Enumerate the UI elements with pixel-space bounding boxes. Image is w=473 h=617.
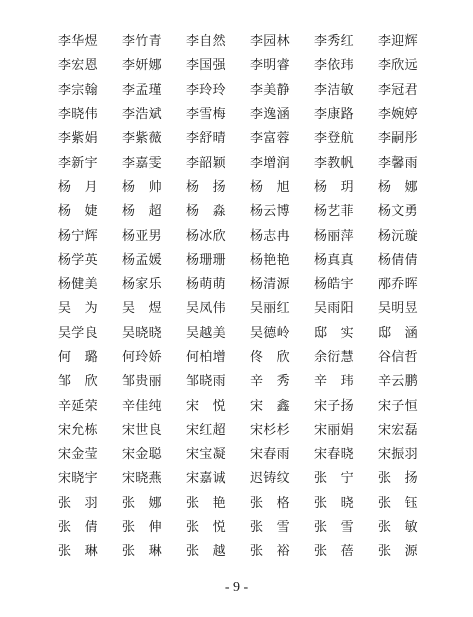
name-entry: 张 伸	[122, 520, 162, 536]
name-entry: 张 琳	[58, 544, 98, 560]
name-entry: 辛延荣	[58, 398, 98, 414]
name-entry: 杨珊珊	[186, 252, 226, 268]
name-entry: 辛佳纯	[122, 398, 162, 414]
name-entry: 李园林	[250, 34, 290, 50]
name-entry: 李欣远	[378, 58, 418, 74]
name-entry: 宋世良	[122, 422, 162, 438]
name-entry: 李晓伟	[58, 107, 98, 123]
name-entry: 谷信哲	[378, 350, 418, 365]
name-entry: 杨文勇	[378, 204, 418, 220]
name-entry: 张 悦	[186, 520, 226, 536]
name-entry: 杨 超	[122, 204, 162, 220]
name-entry: 吴 煜	[122, 301, 162, 317]
name-entry: 杨宁辉	[58, 228, 98, 244]
name-entry: 宋春晓	[314, 447, 354, 463]
name-entry: 辛 秀	[250, 374, 290, 390]
name-entry: 宋春雨	[250, 447, 290, 463]
name-entry: 宋晓宇	[58, 471, 98, 487]
name-entry: 吴明昱	[378, 301, 418, 317]
name-entry: 宋杉杉	[250, 422, 290, 438]
name-entry: 张 敏	[378, 520, 418, 536]
name-entry: 宋允栋	[58, 422, 98, 438]
name-entry: 李康路	[314, 107, 354, 123]
name-entry: 李登航	[314, 131, 354, 147]
name-entry: 邸 实	[314, 325, 354, 341]
name-entry: 张 源	[378, 544, 418, 560]
name-entry: 杨 婕	[58, 204, 98, 220]
name-entry: 佟 欣	[250, 350, 290, 365]
name-entry: 李富蓉	[250, 131, 290, 147]
name-entry: 张 娜	[122, 495, 162, 511]
name-entry: 李宗翰	[58, 82, 98, 98]
name-entry: 邹贵丽	[122, 374, 162, 390]
name-entry: 李洁敏	[314, 82, 354, 98]
name-entry: 何玲娇	[122, 350, 162, 365]
name-entry: 张 晓	[314, 495, 354, 511]
name-entry: 宋振羽	[378, 447, 418, 463]
name-entry: 杨家乐	[122, 277, 162, 293]
name-entry: 李馨雨	[378, 155, 418, 171]
name-entry: 李紫薇	[122, 131, 162, 147]
name-entry: 张 雪	[314, 520, 354, 536]
name-entry: 李新宇	[58, 155, 98, 171]
name-entry: 邴乔晖	[378, 277, 418, 293]
name-entry: 张 扬	[378, 471, 418, 487]
name-entry: 李竹青	[122, 34, 162, 50]
name-entry: 杨 帅	[122, 179, 162, 195]
name-entry: 李韶颖	[186, 155, 226, 171]
name-entry: 李孟瑾	[122, 82, 162, 98]
page-number: - 9 -	[224, 580, 249, 595]
name-entry: 吴丽红	[250, 301, 290, 317]
name-entry: 李增润	[250, 155, 290, 171]
name-entry: 李冠君	[378, 82, 418, 98]
name-entry: 吴晓晓	[122, 325, 162, 341]
name-entry: 李逸涵	[250, 107, 290, 123]
name-entry: 杨孟媛	[122, 252, 162, 268]
name-entry: 宋子扬	[314, 398, 354, 414]
name-entry: 杨倩倩	[378, 252, 418, 268]
name-entry: 何柏增	[186, 350, 226, 365]
name-entry: 李自然	[186, 34, 226, 50]
name-entry: 李妍娜	[122, 58, 162, 74]
name-entry: 杨萌萌	[186, 277, 226, 293]
name-entry: 宋丽娟	[314, 422, 354, 438]
name-entry: 宋宏磊	[378, 422, 418, 438]
name-entry: 李明睿	[250, 58, 290, 74]
name-entry: 张 羽	[58, 495, 98, 511]
name-entry: 宋 悦	[186, 398, 226, 414]
name-entry: 张 越	[186, 544, 226, 560]
name-entry: 李国强	[186, 58, 226, 74]
name-entry: 杨清源	[250, 277, 290, 293]
name-entry: 吴雨阳	[314, 301, 354, 317]
name-entry: 杨 月	[58, 179, 98, 195]
name-entry: 李浩斌	[122, 107, 162, 123]
name-entry: 杨 娜	[378, 179, 418, 195]
name-entry: 杨皓宇	[314, 277, 354, 293]
name-entry: 李雪梅	[186, 107, 226, 123]
name-entry: 余衍慧	[314, 350, 354, 365]
name-entry: 杨 玥	[314, 179, 354, 195]
name-entry: 张 琳	[122, 544, 162, 560]
name-entry: 张 蓓	[314, 544, 354, 560]
name-entry: 宋金莹	[58, 447, 98, 463]
name-entry: 张 倩	[58, 520, 98, 536]
name-entry: 杨沅璇	[378, 228, 418, 244]
name-entry: 宋宝凝	[186, 447, 226, 463]
name-entry: 李玲玲	[186, 82, 226, 98]
name-entry: 迟铸纹	[250, 471, 290, 487]
name-entry: 吴学良	[58, 325, 98, 341]
name-entry: 宋子恒	[378, 398, 418, 414]
name-entry: 杨丽萍	[314, 228, 354, 244]
name-entry: 杨云博	[250, 204, 290, 220]
name-entry: 宋金聪	[122, 447, 162, 463]
name-entry: 杨健美	[58, 277, 98, 293]
name-entry: 吴凤伟	[186, 301, 226, 317]
name-entry: 李舒晴	[186, 131, 226, 147]
name-entry: 杨冰欣	[186, 228, 226, 244]
name-entry: 宋 鑫	[250, 398, 290, 414]
name-list	[58, 30, 442, 565]
name-entry: 李迎辉	[378, 34, 418, 50]
name-entry: 张 格	[250, 495, 290, 511]
name-entry: 李嘉雯	[122, 155, 162, 171]
name-entry: 吴越美	[186, 325, 226, 341]
name-entry: 张 钰	[378, 495, 418, 511]
name-entry: 何 璐	[58, 350, 98, 365]
name-entry: 杨亚男	[122, 228, 162, 244]
name-entry: 吴 为	[58, 301, 98, 317]
name-entry: 李紫娟	[58, 131, 98, 147]
name-entry: 杨 扬	[186, 179, 226, 195]
name-entry: 张 裕	[250, 544, 290, 560]
name-entry: 李美静	[250, 82, 290, 98]
name-entry: 杨志冉	[250, 228, 290, 244]
name-entry: 张 艳	[186, 495, 226, 511]
name-entry: 杨学英	[58, 252, 98, 268]
name-entry: 李华煜	[58, 34, 98, 50]
name-entry: 李宏恩	[58, 58, 98, 74]
name-entry: 邸 涵	[378, 325, 418, 341]
name-entry: 张 宁	[314, 471, 354, 487]
name-entry: 张 雪	[250, 520, 290, 536]
name-entry: 李嗣彤	[378, 131, 418, 147]
name-entry: 邹 欣	[58, 374, 98, 390]
name-entry: 宋嘉诚	[186, 471, 226, 487]
name-entry: 杨 淼	[186, 204, 226, 220]
name-entry: 李依玮	[314, 58, 354, 74]
name-entry: 辛云鹏	[378, 374, 418, 390]
name-entry: 宋晓燕	[122, 471, 162, 487]
name-entry: 李秀红	[314, 34, 354, 50]
name-entry: 李教帆	[314, 155, 354, 171]
name-entry: 吴德岭	[250, 325, 290, 341]
name-entry: 邹晓雨	[186, 374, 226, 390]
name-entry: 宋红超	[186, 422, 226, 438]
name-entry: 杨真真	[314, 252, 354, 268]
name-entry: 李婉婷	[378, 107, 418, 123]
name-entry: 辛 玮	[314, 374, 354, 390]
name-entry: 杨艺菲	[314, 204, 354, 220]
name-entry: 杨艳艳	[250, 252, 290, 268]
name-entry: 杨 旭	[250, 179, 290, 195]
